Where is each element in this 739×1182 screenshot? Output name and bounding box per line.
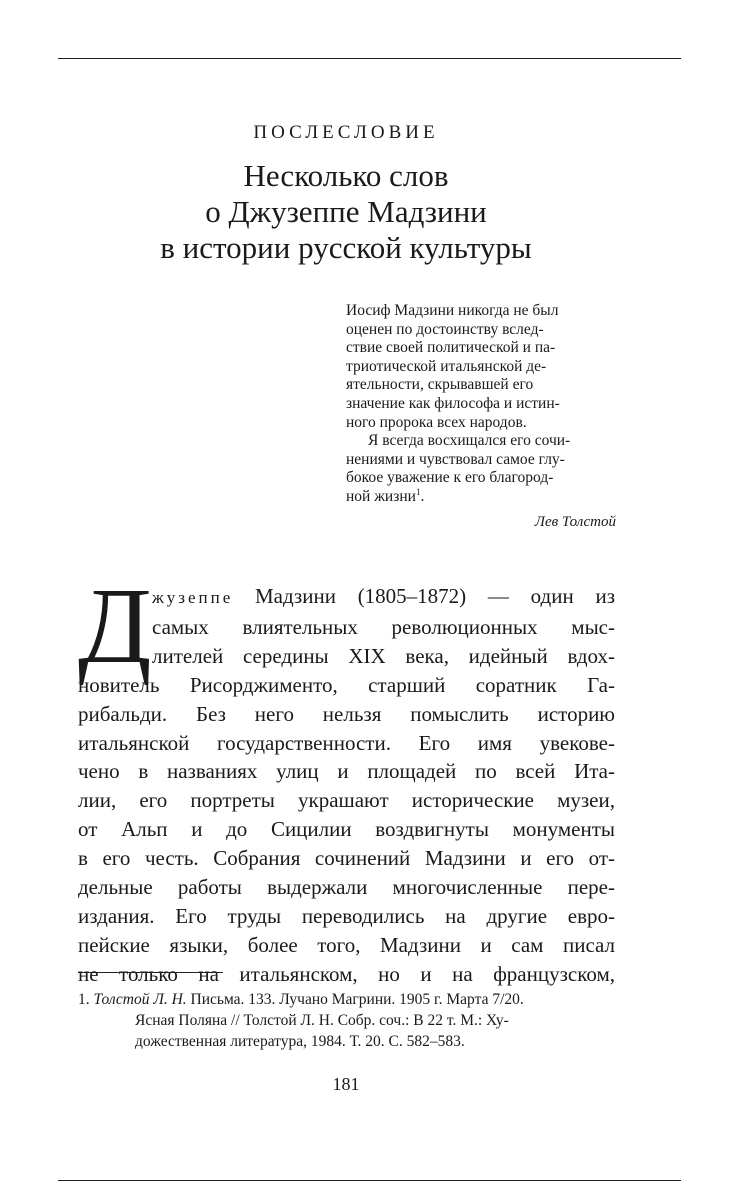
body-line: пейские языки, более того, Мадзини и сам писал bbox=[78, 932, 615, 957]
title-line: в истории русской культуры bbox=[160, 230, 532, 265]
epigraph-author: Лев Толстой bbox=[534, 514, 616, 530]
epigraph-line: ствие своей политической и па- bbox=[346, 339, 556, 357]
epigraph-line: триотической итальянской де- bbox=[346, 357, 547, 375]
page-number: 181 bbox=[332, 1074, 360, 1094]
body-line: не только на итальянском, но и на французском, bbox=[78, 961, 615, 986]
opening-word: жузеппе bbox=[152, 588, 234, 607]
footnote-first-line bbox=[78, 989, 616, 1010]
epigraph-line-end: . bbox=[420, 487, 425, 505]
footnote-line: Ясная Поляна // Толстой Л. Н. Собр. соч.: В 22 т. М.: Ху- bbox=[135, 1012, 509, 1029]
epigraph-line: нениями и чувствовал самое глу- bbox=[346, 450, 565, 468]
body-line: от Альп и до Сицилии воздвигнуты монументы bbox=[78, 817, 615, 842]
body-first-line bbox=[78, 582, 615, 613]
footnote-separator bbox=[78, 972, 223, 973]
body-line: лии, его портреты украшают исторические музеи, bbox=[78, 788, 615, 813]
title-line: Несколько слов bbox=[243, 158, 449, 193]
epigraph-line: Иосиф Мадзини никогда не был bbox=[346, 302, 559, 319]
footnote-line: дожественная литература, 1984. Т. 20. С. 582–583. bbox=[135, 1033, 465, 1050]
body-line: издания. Его труды переводились на другие евро- bbox=[78, 903, 615, 928]
epigraph-line: бокое уважение к его благород- bbox=[346, 469, 554, 487]
body-line: чено в названиях улиц и площадей по всей Ита- bbox=[78, 759, 615, 784]
drop-cap: Д bbox=[78, 567, 152, 686]
section-label: ПОСЛЕСЛОВИЕ bbox=[253, 122, 439, 143]
epigraph-line-text: ной жизни bbox=[346, 487, 416, 505]
footnote-author: Толстой Л. Н. bbox=[93, 991, 187, 1008]
chapter-title bbox=[0, 158, 692, 266]
top-rule bbox=[58, 58, 681, 59]
epigraph-line: ного пророка всех народов. bbox=[346, 413, 527, 431]
epigraph bbox=[346, 302, 616, 507]
footnote-text: Письма. 133. Лучано Магрини. 1905 г. Марта 7/20. bbox=[190, 991, 524, 1008]
footnote-reference[interactable]: 1 bbox=[415, 486, 421, 497]
epigraph-last-line bbox=[346, 488, 616, 507]
footnote bbox=[78, 989, 616, 1052]
body-line: дельные работы выдержали многочисленные пере- bbox=[78, 875, 615, 900]
body-line: самых влиятельных революционных мыс- bbox=[152, 614, 615, 639]
footnote-number: 1. bbox=[78, 991, 90, 1008]
epigraph-line: Я всегда восхищался его сочи- bbox=[368, 432, 571, 450]
epigraph-line: ятельности, скрывавшей его bbox=[346, 376, 534, 394]
title-line: о Джузеппе Мадзини bbox=[205, 194, 487, 229]
epigraph-line: значение как философа и истин- bbox=[346, 394, 560, 412]
body-line: в его честь. Собрания сочинений Мадзини и его от- bbox=[78, 846, 615, 871]
bottom-rule bbox=[58, 1180, 681, 1181]
body-text bbox=[78, 582, 615, 989]
body-line: лителей середины XIX века, идейный вдох- bbox=[152, 643, 615, 668]
body-line: итальянской государственности. Его имя увекове- bbox=[78, 730, 615, 755]
body-line: рибальди. Без него нельзя помыслить историю bbox=[78, 701, 615, 726]
body-line-text: Мадзини (1805–1872) — один из bbox=[255, 584, 615, 608]
epigraph-line: оценен по достоинству вслед- bbox=[346, 320, 544, 338]
body-line: новитель Рисорджименто, старший соратник Га- bbox=[78, 672, 615, 697]
